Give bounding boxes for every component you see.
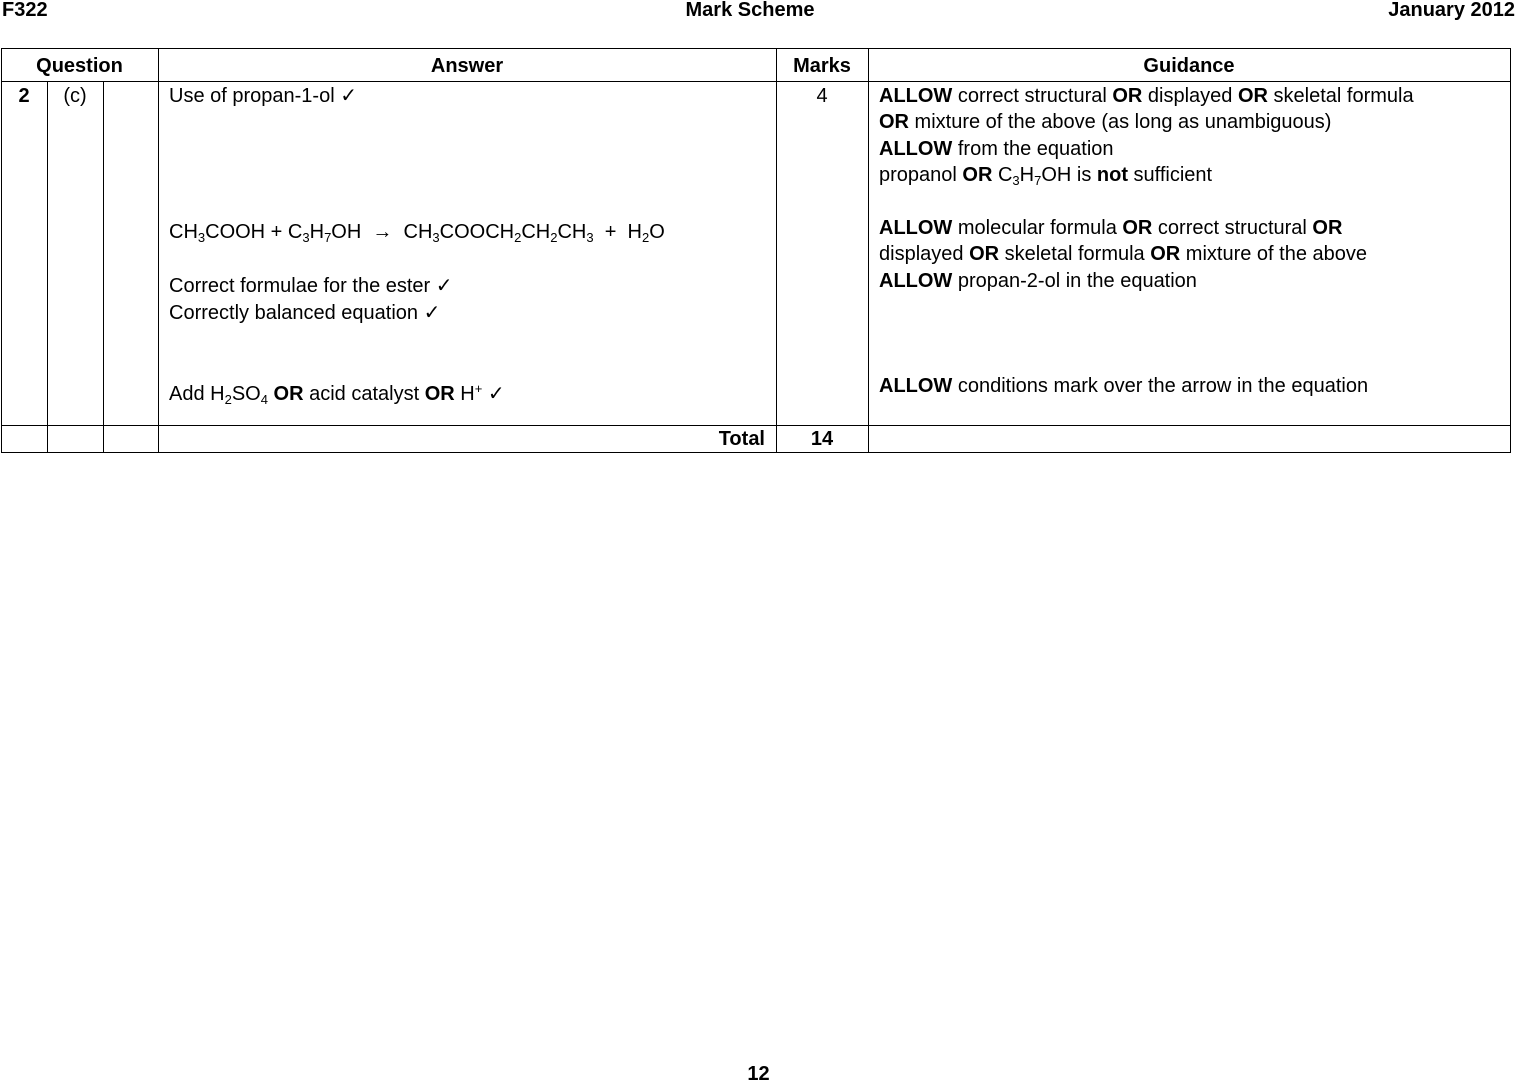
total-marks: 14 [810, 428, 834, 450]
answer-line: Add $H_2SO_4$ OR acid catalyst OR H+ ✓ [169, 381, 505, 407]
guidance-line: ALLOW conditions mark over the arrow in the equation [879, 375, 1369, 397]
guidance-line: OR mixture of the above (as long as unambiguous) [879, 111, 1332, 133]
guidance-line: ALLOW from the equation [879, 138, 1114, 160]
exam-date: January 2012 [1388, 0, 1515, 21]
header-row-border [1, 81, 1511, 82]
col-divider [158, 48, 159, 453]
table-bottom-border [1, 452, 1511, 453]
guidance-header: Guidance [1143, 55, 1235, 77]
answer-line: Correctly balanced equation ✓ [169, 302, 441, 324]
table-right-border [1510, 48, 1511, 453]
paper-code: F322 [2, 0, 48, 21]
question-number: 2 [18, 85, 30, 107]
answer-header: Answer [430, 55, 504, 77]
guidance-line: propanol OR $C_3H_7OH$ is not sufficient [879, 164, 1213, 188]
marks-header: Marks [793, 55, 851, 77]
guidance-line: ALLOW molecular formula OR correct structural OR [879, 217, 1343, 239]
question-header: Question [36, 55, 123, 77]
total-label: Total [718, 428, 765, 450]
col-divider [103, 81, 104, 453]
answer-equation: $CH_3COOH + C_3H_7OH$ → $CH_3COOCH_2CH_2CH_3 + H_2O$ [169, 221, 665, 245]
guidance-line: ALLOW propan-2-ol in the equation [879, 270, 1197, 292]
marks-value: 4 [816, 85, 828, 107]
document-title: Mark Scheme [685, 0, 815, 21]
guidance-line: displayed OR skeletal formula OR mixture of the above [879, 243, 1368, 265]
col-divider [47, 81, 48, 453]
col-divider [868, 48, 869, 453]
answer-line: Use of propan-1-ol ✓ [169, 85, 357, 107]
question-part: (c) [63, 85, 87, 107]
page-number: 12 [747, 1063, 770, 1085]
guidance-line: ALLOW correct structural OR displayed OR skeletal formula [879, 85, 1414, 107]
answer-line: Correct formulae for the ester ✓ [169, 275, 453, 297]
table-top-border [1, 48, 1511, 49]
